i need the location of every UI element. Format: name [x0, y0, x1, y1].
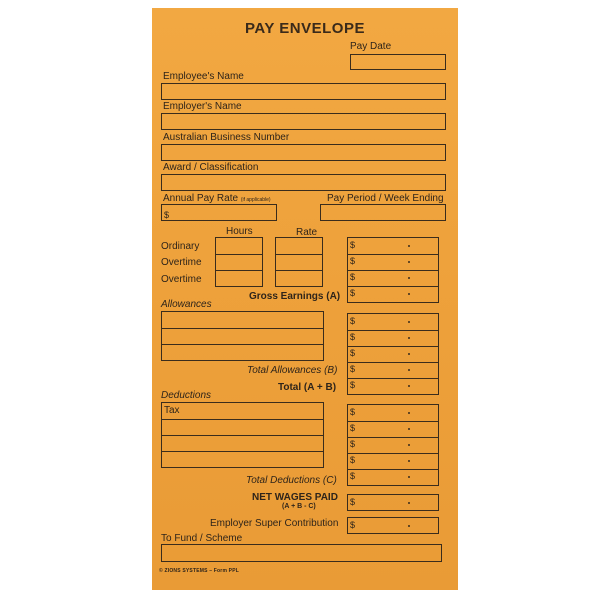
total-allowances-cell[interactable] [348, 362, 440, 378]
pay-date-field[interactable] [350, 54, 446, 70]
pay-period-label: Pay Period / Week Ending [327, 193, 444, 204]
dollar-sign: $ [350, 272, 356, 282]
deductions-line [162, 435, 323, 436]
decimal-point [408, 502, 410, 504]
dollar-sign: $ [350, 348, 356, 358]
decimal-point [408, 277, 410, 279]
decimal-point [408, 476, 410, 478]
decimal-point [408, 337, 410, 339]
hours-grid[interactable] [215, 237, 263, 287]
overtime-label-1: Overtime [161, 257, 202, 268]
earnings-amount-column[interactable] [347, 237, 439, 303]
net-wages-formula: (A + B - C) [282, 503, 316, 510]
abn-label: Australian Business Number [163, 132, 290, 143]
allowances-line [162, 328, 323, 329]
amount-cell[interactable] [348, 330, 440, 346]
decimal-point [408, 369, 410, 371]
dollar-sign: $ [350, 497, 356, 507]
dollar-sign: $ [350, 316, 356, 326]
dollar-sign: $ [350, 520, 356, 530]
employer-super-label: Employer Super Contribution [210, 518, 339, 529]
rate-grid-line [276, 254, 322, 255]
deductions-heading: Deductions [161, 390, 212, 401]
abn-field[interactable] [161, 144, 446, 161]
employee-name-label: Employee's Name [163, 71, 244, 82]
gross-earnings-label: Gross Earnings (A) [249, 291, 341, 302]
amount-cell[interactable] [348, 238, 440, 254]
allowances-line [162, 344, 323, 345]
amount-cell[interactable] [348, 270, 440, 286]
form-footer: © ZIONS SYSTEMS – Form PPL [159, 568, 240, 574]
total-deductions-cell[interactable] [348, 469, 440, 485]
decimal-point [408, 261, 410, 263]
decimal-point [408, 321, 410, 323]
decimal-point [408, 428, 410, 430]
allowances-heading: Allowances [161, 299, 212, 310]
amount-cell[interactable] [348, 254, 440, 270]
decimal-point [408, 460, 410, 462]
allowances-list[interactable] [161, 311, 324, 361]
annual-pay-rate-field[interactable] [161, 204, 277, 221]
award-label: Award / Classification [163, 162, 259, 173]
total-allowances-label: Total Allowances (B) [247, 365, 338, 376]
hours-grid-line [216, 254, 262, 255]
dollar-sign: $ [350, 364, 356, 374]
fund-scheme-field[interactable] [161, 544, 442, 562]
dollar-sign: $ [350, 423, 356, 433]
allowances-amount-column[interactable] [347, 313, 439, 395]
deductions-line [162, 419, 323, 420]
deductions-amount-column[interactable] [347, 404, 439, 486]
hours-header: Hours [226, 226, 253, 237]
award-field[interactable] [161, 174, 446, 191]
dollar-sign: $ [350, 455, 356, 465]
amount-cell[interactable] [348, 346, 440, 362]
decimal-point [408, 444, 410, 446]
pay-date-label: Pay Date [350, 41, 392, 52]
deductions-list[interactable] [161, 402, 324, 468]
dollar-sign: $ [350, 288, 356, 298]
dollar-sign: $ [164, 210, 170, 220]
pay-period-field[interactable] [320, 204, 446, 221]
dollar-sign: $ [350, 256, 356, 266]
hours-grid-line [216, 270, 262, 271]
employer-name-field[interactable] [161, 113, 446, 130]
fund-scheme-label: To Fund / Scheme [161, 533, 243, 544]
tax-label: Tax [164, 405, 180, 416]
dollar-sign: $ [350, 380, 356, 390]
decimal-point [408, 412, 410, 414]
gross-amount-cell[interactable] [348, 286, 440, 302]
amount-cell[interactable] [348, 421, 440, 437]
dollar-sign: $ [350, 407, 356, 417]
total-deductions-label: Total Deductions (C) [246, 475, 337, 486]
dollar-sign: $ [350, 332, 356, 342]
rate-header: Rate [296, 227, 318, 238]
amount-cell[interactable] [348, 405, 440, 421]
employee-name-field[interactable] [161, 83, 446, 100]
net-wages-cell[interactable] [347, 494, 439, 511]
net-wages-label: NET WAGES PAID [252, 492, 338, 503]
employer-super-cell[interactable] [347, 517, 439, 534]
total-ab-cell[interactable] [348, 378, 440, 394]
dollar-sign: $ [350, 439, 356, 449]
dollar-sign: $ [350, 471, 356, 481]
employer-name-label: Employer's Name [163, 101, 242, 112]
amount-cell[interactable] [348, 437, 440, 453]
if-applicable-note: (if applicable) [240, 197, 271, 203]
amount-cell[interactable] [348, 453, 440, 469]
ordinary-label: Ordinary [161, 241, 200, 252]
amount-cell[interactable] [348, 314, 440, 330]
deductions-line [162, 451, 323, 452]
rate-grid[interactable] [275, 237, 323, 287]
total-ab-label: Total (A + B) [278, 382, 337, 393]
rate-grid-line [276, 270, 322, 271]
decimal-point [408, 525, 410, 527]
decimal-point [408, 293, 410, 295]
overtime-label-2: Overtime [161, 274, 202, 285]
decimal-point [408, 353, 410, 355]
annual-pay-rate-text: Annual Pay Rate [163, 193, 239, 204]
pay-envelope [152, 8, 458, 590]
envelope-title: PAY ENVELOPE [245, 20, 365, 37]
decimal-point [408, 245, 410, 247]
decimal-point [408, 385, 410, 387]
dollar-sign: $ [350, 240, 356, 250]
